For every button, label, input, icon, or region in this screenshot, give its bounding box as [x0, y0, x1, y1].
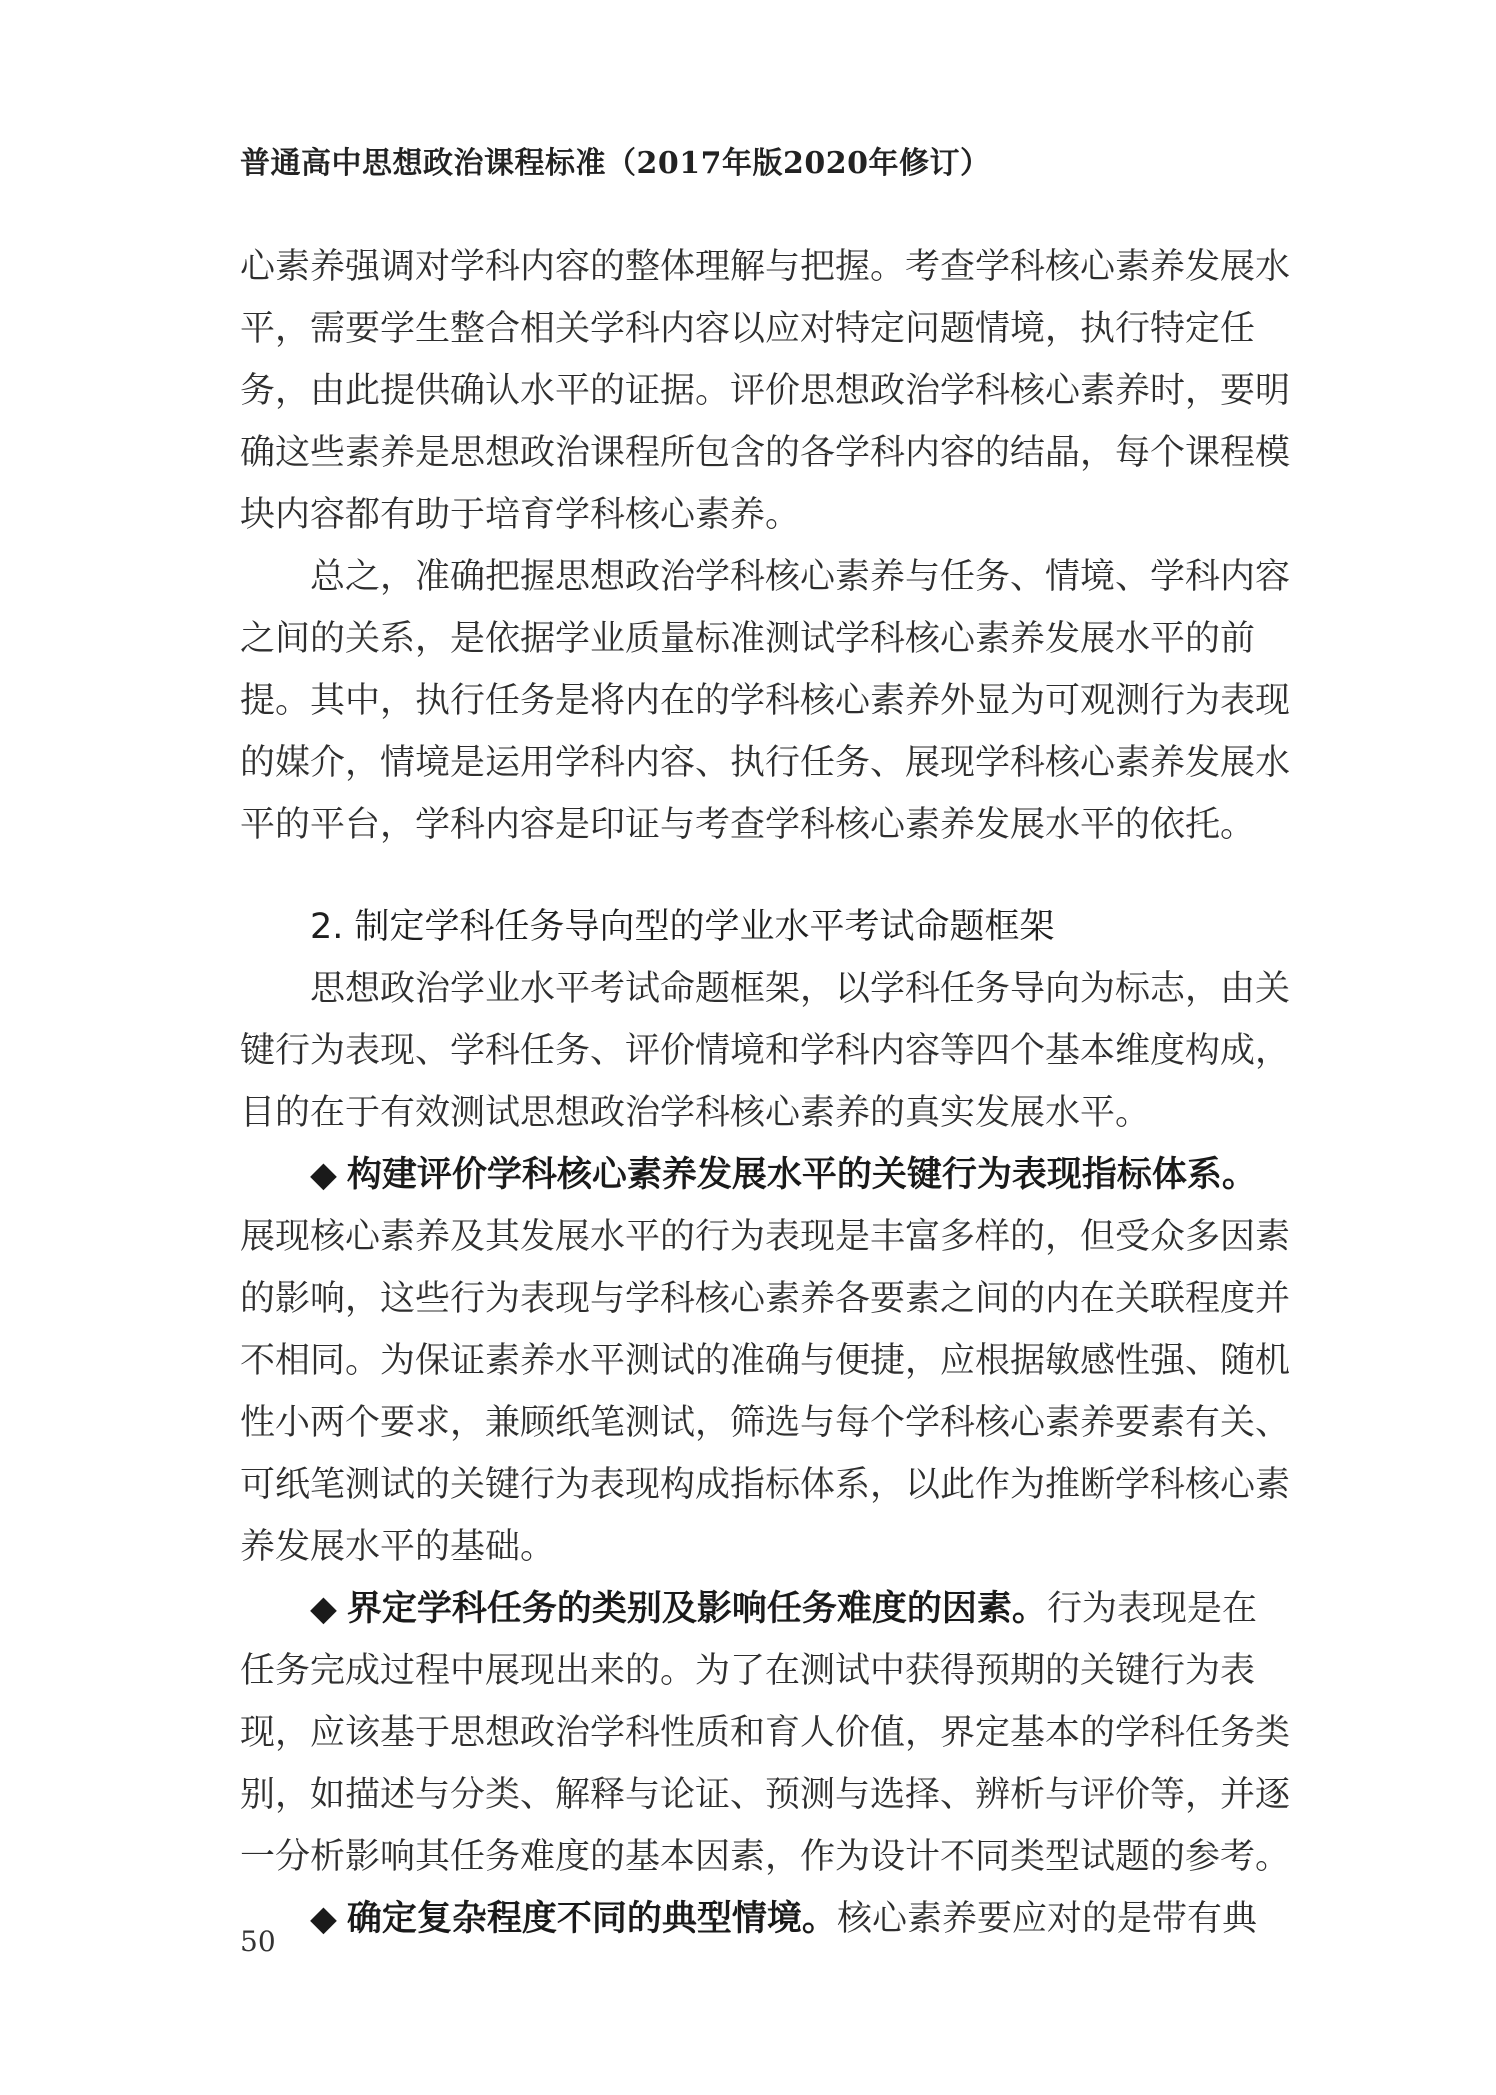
para1-line: 块内容都有助于培育学科核心素养。	[240, 495, 801, 535]
bullet2-line: 一分析影响其任务难度的基本因素，作为设计不同类型试题的参考。	[240, 1837, 1291, 1877]
bullet2-line: 任务完成过程中展现出来的。为了在测试中获得预期的关键行为表	[240, 1651, 1256, 1691]
diamond-bullet-icon: ◆	[310, 1589, 337, 1629]
bullet1-title: 构建评价学科核心素养发展水平的关键行为表现指标体系。	[346, 1155, 1257, 1195]
para2-line: 总之，准确把握思想政治学科核心素养与任务、情境、学科内容	[310, 557, 1291, 597]
bullet1-line: 养发展水平的基础。	[240, 1527, 556, 1567]
para1-line: 平，需要学生整合相关学科内容以应对特定问题情境，执行特定任	[240, 309, 1256, 349]
bullet2-title-line	[240, 1578, 1262, 1640]
para1-line: 务，由此提供确认水平的证据。评价思想政治学科核心素养时，要明	[240, 371, 1291, 411]
para2-line: 之间的关系，是依据学业质量标准测试学科核心素养发展水平的前	[240, 619, 1256, 659]
bullet2-title: 界定学科任务的类别及影响任务难度的因素。	[346, 1589, 1047, 1629]
page-number: 50	[240, 1925, 276, 1958]
bullet3-title: 确定复杂程度不同的典型情境。	[346, 1899, 837, 1939]
section-heading: 2. 制定学科任务导向型的学业水平考试命题框架	[310, 907, 1055, 947]
diamond-bullet-icon: ◆	[310, 1899, 337, 1939]
bullet1-title-line	[240, 1144, 1262, 1206]
running-head: 普通高中思想政治课程标准（2017年版2020年修订）	[240, 146, 991, 181]
section-spacer	[240, 856, 1262, 896]
bullet2-line: 现，应该基于思想政治学科性质和育人价值，界定基本的学科任务类	[240, 1713, 1291, 1753]
bullet2-line: 别，如描述与分类、解释与论证、预测与选择、辨析与评价等，并逐	[240, 1775, 1291, 1815]
bullet2-title-tail: 行为表现是在	[1046, 1589, 1257, 1629]
para1-line: 确这些素养是思想政治课程所包含的各学科内容的结晶，每个课程模	[240, 433, 1291, 473]
para1-line: 心素养强调对学科内容的整体理解与把握。考查学科核心素养发展水	[240, 247, 1291, 287]
bullet1-line: 的影响，这些行为表现与学科核心素养各要素之间的内在关联程度并	[240, 1279, 1291, 1319]
para2-line: 提。其中，执行任务是将内在的学科核心素养外显为可观测行为表现	[240, 681, 1291, 721]
bullet1-line: 不相同。为保证素养水平测试的准确与便捷，应根据敏感性强、随机	[240, 1341, 1291, 1381]
bullet1-line: 性小两个要求，兼顾纸笔测试，筛选与每个学科核心素养要素有关、	[240, 1403, 1291, 1443]
body-text	[240, 236, 1291, 1950]
bullet3-title-line	[240, 1888, 1262, 1950]
bullet1-line: 展现核心素养及其发展水平的行为表现是丰富多样的，但受众多因素	[240, 1217, 1291, 1257]
diamond-bullet-icon: ◆	[310, 1155, 337, 1195]
para2-line: 平的平台，学科内容是印证与考查学科核心素养发展水平的依托。	[240, 805, 1256, 845]
bullet3-title-tail: 核心素养要应对的是带有典	[836, 1899, 1257, 1939]
bullet1-line: 可纸笔测试的关键行为表现构成指标体系，以此作为推断学科核心素	[240, 1465, 1291, 1505]
para3-line: 思想政治学业水平考试命题框架，以学科任务导向为标志，由关	[310, 969, 1291, 1009]
para3-line: 键行为表现、学科任务、评价情境和学科内容等四个基本维度构成，	[240, 1031, 1291, 1071]
para3-line: 目的在于有效测试思想政治学科核心素养的真实发展水平。	[240, 1093, 1151, 1133]
para2-line: 的媒介，情境是运用学科内容、执行任务、展现学科核心素养发展水	[240, 743, 1291, 783]
